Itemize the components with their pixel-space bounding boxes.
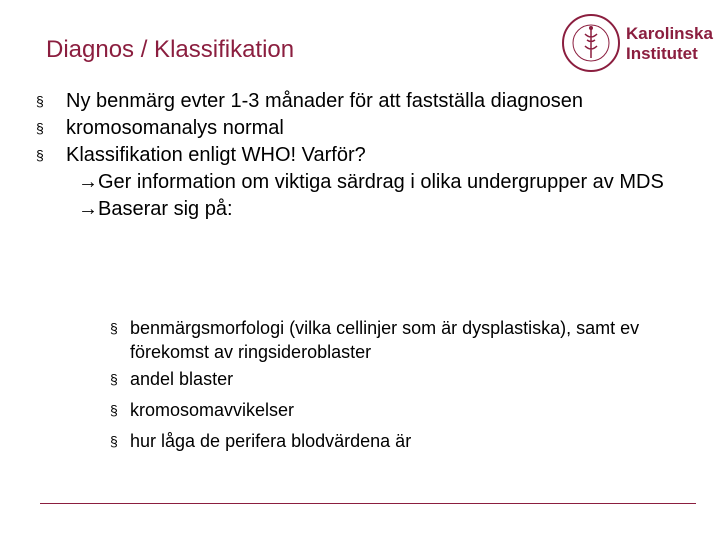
bullet-text: benmärgsmorfologi (vilka cellinjer som är dysplastiska), samt ev förekomst av ringsideroblaster (130, 318, 640, 362)
bullet-marker: § (110, 320, 118, 336)
sub-item-text: Ger information om viktiga särdrag i olika undergrupper av MDS (98, 171, 664, 193)
sub-item (36, 196, 676, 223)
bullet-text: kromosomavvikelser (130, 400, 295, 420)
list-item (36, 88, 676, 115)
ki-seal-icon (560, 12, 622, 74)
bullet-text: Klassifikation enligt WHO! Varför? (66, 144, 366, 166)
sub-item (36, 169, 676, 196)
bullet-marker: § (110, 433, 118, 449)
bullet-text: hur låga de perifera blodvärdena är (130, 431, 412, 451)
bullet-list (36, 88, 676, 223)
bullet-marker: § (110, 371, 118, 387)
bullet-text: andel blaster (130, 369, 234, 389)
bullet-marker: § (36, 147, 44, 163)
bullet-marker: § (36, 93, 44, 109)
list-item (110, 316, 710, 364)
bullet-marker: § (110, 402, 118, 418)
nested-bullet-list (110, 316, 710, 457)
bullet-marker: § (36, 120, 44, 136)
list-item (110, 426, 710, 457)
karolinska-logo (560, 12, 718, 78)
list-item (110, 395, 710, 426)
list-item (110, 364, 710, 395)
bullet-text: kromosomanalys normal (66, 117, 284, 139)
slide-title: Diagnos / Klassifikation (46, 36, 295, 63)
arrow-right-icon: → (78, 198, 98, 220)
list-item (36, 115, 676, 142)
list-item (36, 142, 676, 169)
bullet-text: Ny benmärg evter 1-3 månader för att fastställa diagnosen (66, 90, 583, 112)
logo-line-1: Karolinska (626, 24, 713, 43)
arrow-right-icon: → (78, 171, 98, 193)
footer-divider (40, 503, 696, 504)
sub-item-text: Baserar sig på: (98, 198, 233, 220)
logo-wordmark (626, 24, 713, 64)
logo-line-2: Institutet (626, 44, 698, 63)
